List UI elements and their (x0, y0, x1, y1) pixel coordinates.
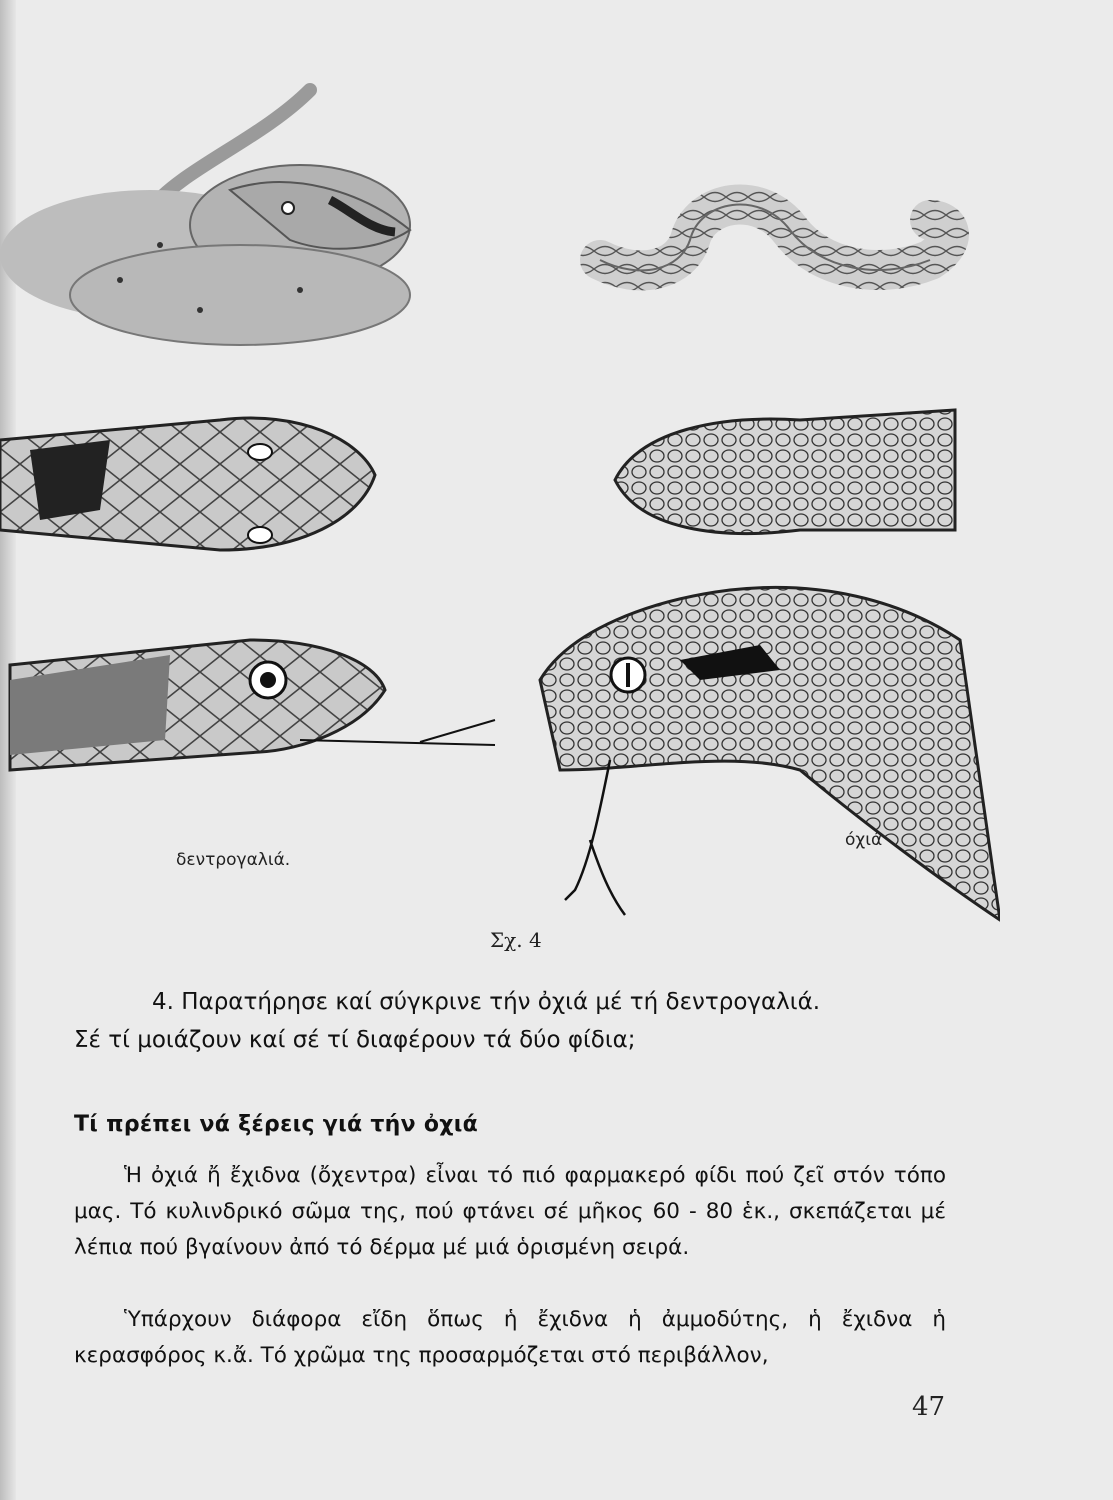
exercise-question (74, 983, 974, 1059)
question-line-2: Σέ τί μοιάζουν καί σέ τί διαφέρουν τά δύο φίδια; (74, 1027, 636, 1053)
viper-small-drawing (600, 205, 949, 271)
figure-caption: Σχ. 4 (490, 928, 542, 952)
snake-drawings (0, 80, 1000, 960)
paragraph-viper-species (74, 1302, 946, 1374)
paragraph-2-text: Ὑπάρχουν διάφορα εἴδη ὅπως ἡ ἔχιδνα ἡ ἀμμοδύτης, ἡ ἔχιδνα ἡ κερασφόρος κ.ἄ. Τό χρῶμα της προσαρμόζεται στό περιβάλλον, (74, 1307, 946, 1368)
tree-snake-head-side-drawing (10, 640, 495, 770)
tree-snake-coiled-drawing (0, 90, 410, 345)
section-heading: Τί πρέπει νά ξέρεις γιά τήν ὀχιά (74, 1112, 479, 1137)
page-number: 47 (912, 1392, 946, 1422)
paragraph-1-text: Ἡ ὀχιά ἤ ἔχιδνα (ὄχεντρα) εἶναι τό πιό φαρμακερό φίδι πού ζεῖ στόν τόπο μας. Τό κυλινδρικό σῶμα της, πού φτάνει σέ μῆκος 60 - 80 ἑκ., σκεπάζεται μέ λέπια πού βγαίνουν ἀπό τό δέρμα μέ μιά ὁρισμένη σειρά. (74, 1163, 946, 1260)
tree-snake-head-top-drawing (0, 418, 375, 550)
viper-head-side-drawing (540, 587, 1000, 920)
snake-illustration-figure (0, 80, 1000, 960)
viper-label: όχιά (845, 830, 883, 850)
viper-head-top-drawing (615, 410, 955, 533)
paragraph-viper-description (74, 1158, 946, 1266)
tree-snake-label: δεντρογαλιά. (176, 850, 291, 870)
question-line-1: 4. Παρατήρησε καί σύγκρινε τήν ὀχιά μέ τή δεντρογαλιά. (152, 989, 821, 1015)
